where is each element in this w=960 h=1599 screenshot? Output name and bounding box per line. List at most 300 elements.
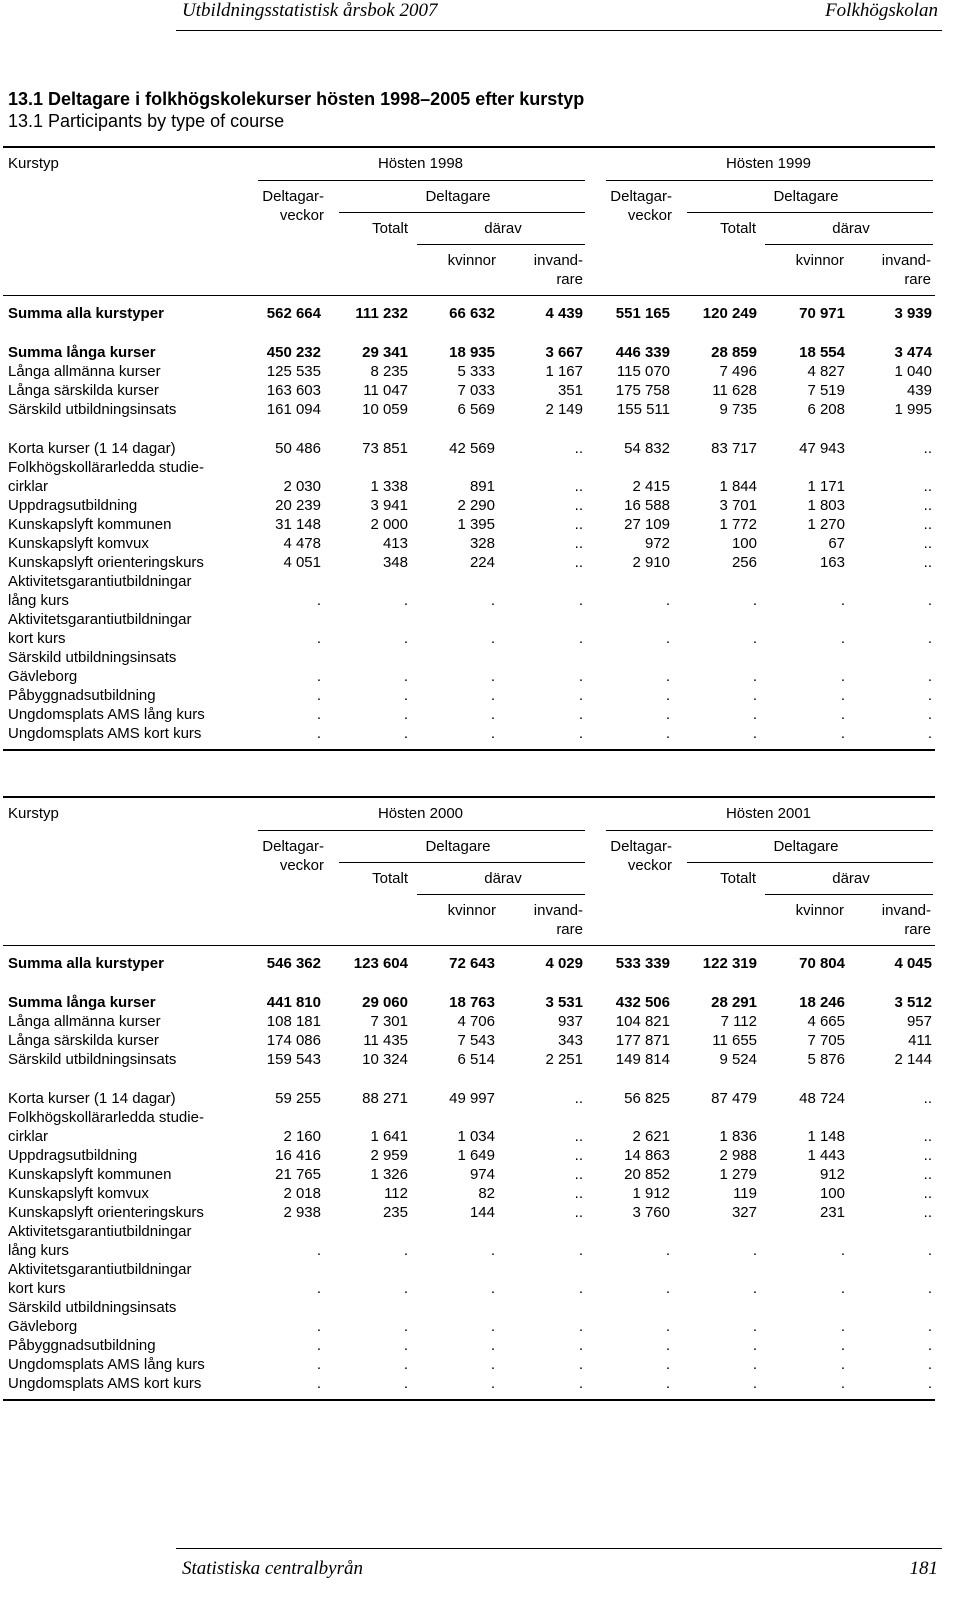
table-cell: 912 — [819, 1166, 845, 1183]
table-cell: 111 232 — [355, 305, 408, 322]
col-head-kvinnor: kvinnor — [795, 902, 844, 919]
row-label: Aktivitetsgarantiutbildningar — [8, 1261, 192, 1278]
table-cell: . — [927, 1242, 932, 1259]
table-cell: . — [403, 725, 408, 742]
table-cell: . — [752, 1242, 757, 1259]
col-head-invandrare: rare — [904, 921, 931, 938]
table-cell: . — [316, 1280, 321, 1297]
table-cell: 11 628 — [712, 382, 757, 399]
row-label: Kunskapslyft kommunen — [8, 516, 172, 533]
table-cell: 546 362 — [266, 955, 321, 972]
table-cell: . — [316, 630, 321, 647]
table-cell: 413 — [382, 535, 408, 552]
table-cell: .. — [574, 1090, 583, 1107]
table-cell: 9 735 — [719, 401, 757, 418]
table-top-rule — [3, 146, 935, 148]
table-cell: 11 047 — [363, 382, 408, 399]
table-cell: 87 479 — [711, 1090, 757, 1107]
row-label: Kunskapslyft komvux — [8, 535, 149, 552]
table-cell: 2 959 — [370, 1147, 408, 1164]
row-label: Kunskapslyft komvux — [8, 1185, 149, 1202]
table-cell: 16 416 — [275, 1147, 321, 1164]
table-cell: 10 059 — [362, 401, 408, 418]
table-cell: 891 — [469, 478, 495, 495]
table-cell: 7 112 — [720, 1013, 757, 1030]
table-cell: . — [316, 1318, 321, 1335]
table-cell: . — [927, 1356, 932, 1373]
table-cell: 4 665 — [807, 1013, 845, 1030]
table-cell: . — [927, 1375, 932, 1392]
col-head-deltagare: Deltagare — [773, 838, 839, 855]
table-cell: 1 803 — [807, 497, 845, 514]
table-cell: . — [752, 1280, 757, 1297]
table-cell: 2 415 — [632, 478, 670, 495]
table-cell: 18 935 — [449, 344, 495, 361]
row-label: kort kurs — [8, 1280, 66, 1297]
row-label: Långa särskilda kurser — [8, 382, 159, 399]
table-cell: . — [840, 1280, 845, 1297]
table-cell: 2 621 — [632, 1128, 670, 1145]
col-head-period: Hösten 1998 — [377, 155, 464, 172]
header-section-title: Folkhögskolan — [825, 0, 938, 21]
table-cell: 16 588 — [624, 497, 670, 514]
table-cell: .. — [923, 497, 932, 514]
col-head-invandrare: invand- — [533, 902, 583, 919]
table-cell: . — [665, 687, 670, 704]
row-label: Särskild utbildningsinsats — [8, 1051, 177, 1068]
table-cell: 174 086 — [266, 1032, 321, 1049]
table-title-swedish: 13.1 Deltagare i folkhögskolekurser hösten 1998–2005 efter kurstyp — [8, 89, 585, 109]
table-cell: . — [665, 668, 670, 685]
table-cell: .. — [574, 535, 583, 552]
table-cell: 21 765 — [275, 1166, 321, 1183]
table-cell: . — [840, 706, 845, 723]
table-cell: . — [578, 592, 583, 609]
darav-underline — [417, 244, 585, 245]
table-cell: 28 291 — [711, 994, 757, 1011]
table-cell: .. — [574, 478, 583, 495]
table-bottom-rule — [3, 1399, 935, 1401]
table-cell: . — [490, 725, 495, 742]
table-cell: 72 643 — [449, 955, 495, 972]
table-cell: 56 825 — [624, 1090, 670, 1107]
table-cell: 115 070 — [616, 363, 670, 380]
table-cell: 1 772 — [719, 516, 757, 533]
table-cell: . — [927, 630, 932, 647]
col-head-deltagarveckor: Deltagar- — [610, 838, 672, 855]
table-cell: 4 439 — [545, 305, 583, 322]
row-label: Särskild utbildningsinsats — [8, 649, 177, 666]
table-cell: 446 339 — [615, 344, 670, 361]
table-cell: . — [665, 592, 670, 609]
table-cell: . — [578, 668, 583, 685]
col-head-deltagarveckor: Deltagar- — [262, 838, 324, 855]
table-cell: . — [840, 668, 845, 685]
col-head-deltagarveckor: Deltagar- — [610, 188, 672, 205]
table-cell: . — [927, 592, 932, 609]
col-head-deltagarveckor: Deltagar- — [262, 188, 324, 205]
table-cell: . — [927, 1280, 932, 1297]
table-cell: . — [316, 592, 321, 609]
table-cell: 1 641 — [370, 1128, 408, 1145]
table-cell: .. — [574, 440, 583, 457]
table-cell: 972 — [644, 535, 670, 552]
table-cell: 18 554 — [799, 344, 845, 361]
col-head-darav: därav — [484, 220, 522, 237]
table-cell: .. — [923, 554, 932, 571]
table-cell: 3 701 — [719, 497, 757, 514]
table-cell: . — [316, 1375, 321, 1392]
table-cell: 177 871 — [615, 1032, 670, 1049]
table-cell: 1 395 — [457, 516, 495, 533]
table-cell: . — [316, 706, 321, 723]
col-head-darav: därav — [832, 870, 870, 887]
table-cell: . — [403, 687, 408, 704]
row-label: Aktivitetsgarantiutbildningar — [8, 573, 192, 590]
table-cell: 42 569 — [449, 440, 495, 457]
row-label: Kunskapslyft orienteringskurs — [8, 1204, 204, 1221]
table-cell: .. — [923, 535, 932, 552]
table-cell: . — [840, 1318, 845, 1335]
table-cell: . — [316, 687, 321, 704]
table-cell: .. — [923, 1204, 932, 1221]
table-cell: . — [752, 1318, 757, 1335]
table-cell: 2 938 — [283, 1204, 321, 1221]
table-cell: . — [578, 1280, 583, 1297]
col-head-kvinnor: kvinnor — [795, 252, 844, 269]
table-cell: 1 443 — [807, 1147, 845, 1164]
table-cell: 83 717 — [711, 440, 757, 457]
table-cell: . — [403, 1318, 408, 1335]
table-cell: . — [927, 687, 932, 704]
col-head-darav: därav — [832, 220, 870, 237]
table-cell: 7 301 — [370, 1013, 408, 1030]
col-head-deltagare: Deltagare — [425, 188, 491, 205]
table-cell: 562 664 — [266, 305, 321, 322]
table-cell: . — [578, 687, 583, 704]
table-cell: .. — [574, 516, 583, 533]
table-cell: . — [752, 725, 757, 742]
table-cell: 67 — [828, 535, 845, 552]
col-head-deltagarveckor: veckor — [627, 207, 672, 224]
table-cell: 441 810 — [266, 994, 321, 1011]
table-cell: 2 144 — [894, 1051, 932, 1068]
table-cell: 120 249 — [702, 305, 757, 322]
table-cell: . — [927, 725, 932, 742]
row-label: Påbyggnadsutbildning — [8, 687, 156, 704]
table-cell: 100 — [731, 535, 757, 552]
table-cell: 14 863 — [624, 1147, 670, 1164]
table-cell: . — [665, 1318, 670, 1335]
table-cell: 1 836 — [719, 1128, 757, 1145]
col-head-deltagare: Deltagare — [425, 838, 491, 855]
table-cell: 48 724 — [799, 1090, 845, 1107]
table-cell: . — [490, 630, 495, 647]
table-cell: . — [752, 592, 757, 609]
page-footer — [0, 1548, 960, 1588]
table-cell: 163 603 — [266, 382, 321, 399]
table-cell: 11 655 — [712, 1032, 757, 1049]
table-cell: 439 — [906, 382, 932, 399]
table-cell: .. — [923, 1128, 932, 1145]
table-cell: 100 — [819, 1185, 845, 1202]
table-cell: . — [665, 706, 670, 723]
deltagare-underline — [339, 212, 585, 213]
table-cell: 119 — [733, 1185, 757, 1202]
header-rule — [176, 30, 942, 31]
table-cell: 47 943 — [799, 440, 845, 457]
table-cell: 3 531 — [545, 994, 583, 1011]
table-cell: . — [490, 706, 495, 723]
row-label: Summa alla kurstyper — [8, 955, 164, 972]
table-cell: . — [665, 1280, 670, 1297]
table-bottom-rule — [3, 749, 935, 751]
col-head-kvinnor: kvinnor — [447, 252, 496, 269]
period-underline — [606, 180, 933, 181]
table-cell: . — [927, 668, 932, 685]
table-cell: 159 543 — [266, 1051, 321, 1068]
table-cell: . — [578, 706, 583, 723]
row-label: Summa långa kurser — [8, 344, 156, 361]
table-cell: . — [927, 1318, 932, 1335]
table-cell: . — [752, 1337, 757, 1354]
table-cell: 20 239 — [275, 497, 321, 514]
row-label: Ungdomsplats AMS lång kurs — [8, 1356, 205, 1373]
table-cell: . — [490, 1375, 495, 1392]
row-label: Gävleborg — [8, 1318, 78, 1335]
col-head-totalt: Totalt — [720, 870, 756, 887]
table-cell: 28 859 — [711, 344, 757, 361]
table-cell: 4 478 — [283, 535, 321, 552]
table-cell: . — [927, 1337, 932, 1354]
table-cell: 1 167 — [545, 363, 583, 380]
table-cell: . — [840, 1356, 845, 1373]
table-cell: 2 030 — [283, 478, 321, 495]
row-label: Kunskapslyft kommunen — [8, 1166, 172, 1183]
table-cell: 1 270 — [807, 516, 845, 533]
table-cell: . — [403, 668, 408, 685]
table-cell: .. — [574, 1204, 583, 1221]
table-cell: . — [316, 725, 321, 742]
table-cell: 343 — [557, 1032, 583, 1049]
table-cell: 49 997 — [449, 1090, 495, 1107]
table-cell: 551 165 — [615, 305, 670, 322]
deltagare-underline — [339, 862, 585, 863]
table-cell: .. — [574, 554, 583, 571]
table-cell: 3 474 — [894, 344, 932, 361]
table-cell: 59 255 — [275, 1090, 321, 1107]
table-cell: 4 706 — [457, 1013, 495, 1030]
row-label: kort kurs — [8, 630, 66, 647]
table-cell: 1 326 — [370, 1166, 408, 1183]
table-cell: . — [752, 687, 757, 704]
table-cell: . — [840, 1242, 845, 1259]
table-cell: 70 971 — [799, 305, 845, 322]
table-cell: . — [840, 1337, 845, 1354]
table-cell: . — [665, 1337, 670, 1354]
row-label: Gävleborg — [8, 668, 78, 685]
table-cell: 163 — [819, 554, 845, 571]
row-label: cirklar — [8, 1128, 48, 1145]
table-cell: . — [665, 1356, 670, 1373]
table-cell: 20 852 — [624, 1166, 670, 1183]
row-label: Särskild utbildningsinsats — [8, 1299, 177, 1316]
col-head-invandrare: rare — [556, 271, 583, 288]
table-cell: . — [316, 1242, 321, 1259]
table-cell: 4 029 — [545, 955, 583, 972]
table-cell: . — [403, 1242, 408, 1259]
table-cell: . — [578, 1356, 583, 1373]
row-label: Långa allmänna kurser — [8, 363, 161, 380]
row-label: Korta kurser (1 14 dagar) — [8, 1090, 176, 1107]
table-cell: 8 235 — [370, 363, 408, 380]
period-underline — [606, 830, 933, 831]
header-bottom-rule — [3, 295, 935, 296]
table-cell: 7 705 — [807, 1032, 845, 1049]
table-cell: 450 232 — [266, 344, 321, 361]
col-head-deltagare: Deltagare — [773, 188, 839, 205]
table-cell: . — [403, 1375, 408, 1392]
table-cell: 4 051 — [283, 554, 321, 571]
table-cell: 7 519 — [807, 382, 845, 399]
row-label: lång kurs — [8, 592, 69, 609]
footer-publisher: Statistiska centralbyrån — [182, 1558, 364, 1579]
row-label: Uppdragsutbildning — [8, 497, 138, 514]
table-cell: . — [403, 630, 408, 647]
table-cell: 2 988 — [719, 1147, 757, 1164]
table-cell: 1 034 — [457, 1128, 495, 1145]
table-cell: . — [840, 592, 845, 609]
darav-underline — [765, 894, 933, 895]
table-cell: 231 — [819, 1204, 845, 1221]
deltagare-underline — [687, 862, 933, 863]
table-cell: . — [490, 1337, 495, 1354]
col-head-invandrare: invand- — [881, 902, 931, 919]
table-top-rule — [3, 796, 935, 798]
table-cell: .. — [923, 440, 932, 457]
table-cell: . — [578, 1318, 583, 1335]
row-label: Summa alla kurstyper — [8, 305, 164, 322]
table-cell: 88 271 — [362, 1090, 408, 1107]
table-cell: . — [316, 668, 321, 685]
row-label: Uppdragsutbildning — [8, 1147, 138, 1164]
col-head-kurstyp: Kurstyp — [8, 805, 59, 822]
col-head-deltagarveckor: veckor — [279, 207, 324, 224]
table-cell: 235 — [382, 1204, 408, 1221]
col-head-period: Hösten 2001 — [725, 805, 812, 822]
table-cell: .. — [574, 497, 583, 514]
table-cell: 327 — [731, 1204, 757, 1221]
col-head-deltagarveckor: veckor — [627, 857, 672, 874]
col-head-darav: därav — [484, 870, 522, 887]
darav-underline — [417, 894, 585, 895]
table-cell: 125 535 — [266, 363, 321, 380]
table-cell: .. — [923, 1166, 932, 1183]
table-cell: . — [490, 1318, 495, 1335]
table-cell: . — [752, 630, 757, 647]
footer-rule — [176, 1548, 942, 1549]
table-cell: 161 094 — [266, 401, 321, 418]
table-cell: 7 496 — [719, 363, 757, 380]
table-cell: . — [490, 1356, 495, 1373]
table-cell: 82 — [478, 1185, 495, 1202]
table-cell: 27 109 — [624, 516, 670, 533]
table-cell: 3 760 — [632, 1204, 670, 1221]
table-cell: 70 804 — [799, 955, 845, 972]
darav-underline — [765, 244, 933, 245]
col-head-invandrare: rare — [556, 921, 583, 938]
row-label: Ungdomsplats AMS kort kurs — [8, 725, 202, 742]
period-underline — [258, 180, 585, 181]
table-cell: . — [752, 1375, 757, 1392]
row-label: Aktivitetsgarantiutbildningar — [8, 611, 192, 628]
row-label: cirklar — [8, 478, 48, 495]
table-cell: 348 — [382, 554, 408, 571]
table-cell: .. — [923, 1185, 932, 1202]
col-head-kvinnor: kvinnor — [447, 902, 496, 919]
row-label: Ungdomsplats AMS kort kurs — [8, 1375, 202, 1392]
table-cell: . — [840, 630, 845, 647]
table-cell: 3 939 — [894, 305, 932, 322]
table-cell: .. — [923, 516, 932, 533]
table-cell: 175 758 — [615, 382, 670, 399]
table-cell: . — [316, 1337, 321, 1354]
table-cell: . — [578, 1375, 583, 1392]
table-cell: . — [578, 1337, 583, 1354]
page-header — [0, 0, 960, 40]
table-cell: 411 — [908, 1032, 932, 1049]
table-cell: 2 149 — [545, 401, 583, 418]
table-cell: . — [316, 1356, 321, 1373]
row-label: Långa särskilda kurser — [8, 1032, 159, 1049]
row-label: Ungdomsplats AMS lång kurs — [8, 706, 205, 723]
row-label: Kunskapslyft orienteringskurs — [8, 554, 204, 571]
table-cell: .. — [923, 1090, 932, 1107]
table-cell: . — [665, 1375, 670, 1392]
table-cell: . — [490, 1280, 495, 1297]
table-cell: 10 324 — [362, 1051, 408, 1068]
table-cell: 54 832 — [624, 440, 670, 457]
table-cell: 957 — [906, 1013, 932, 1030]
table-cell: 533 339 — [615, 955, 670, 972]
table-cell: . — [752, 1356, 757, 1373]
row-label: Summa långa kurser — [8, 994, 156, 1011]
table-cell: . — [665, 725, 670, 742]
table-cell: . — [403, 592, 408, 609]
table-cell: 31 148 — [275, 516, 321, 533]
table-cell: . — [752, 706, 757, 723]
table-cell: .. — [923, 478, 932, 495]
col-head-invandrare: rare — [904, 271, 931, 288]
row-label: Aktivitetsgarantiutbildningar — [8, 1223, 192, 1240]
table-cell: 6 208 — [807, 401, 845, 418]
table-cell: 7 543 — [457, 1032, 495, 1049]
table-cell: 112 — [384, 1185, 408, 1202]
table-cell: .. — [574, 1128, 583, 1145]
table-cell: 122 319 — [702, 955, 757, 972]
table-cell: .. — [574, 1147, 583, 1164]
table-cell: 328 — [469, 535, 495, 552]
table-cell: 1 338 — [370, 478, 408, 495]
table-cell: . — [752, 668, 757, 685]
table-cell: . — [840, 1375, 845, 1392]
table-cell: 351 — [557, 382, 583, 399]
table-cell: . — [403, 1337, 408, 1354]
col-head-deltagarveckor: veckor — [279, 857, 324, 874]
table-cell: .. — [923, 1147, 932, 1164]
row-label: Särskild utbildningsinsats — [8, 401, 177, 418]
table-cell: 1 844 — [719, 478, 757, 495]
